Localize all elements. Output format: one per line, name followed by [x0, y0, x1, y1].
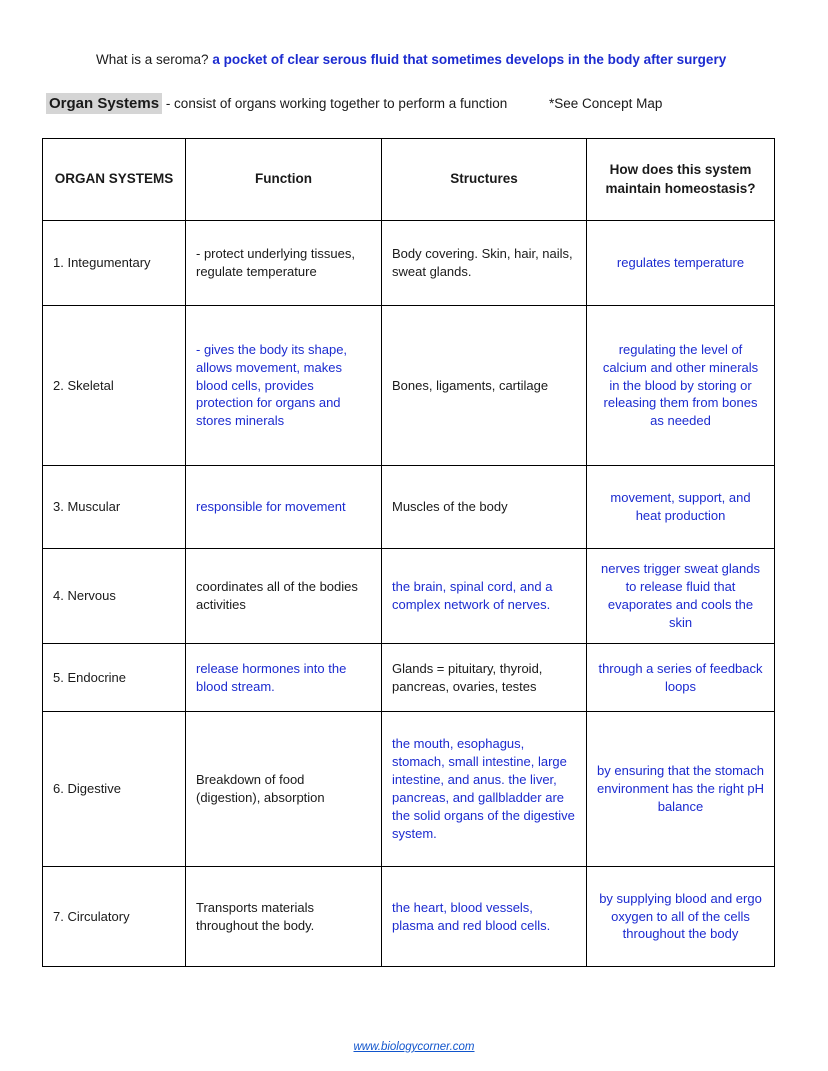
- function-cell: Breakdown of food (digestion), absorption: [186, 712, 382, 867]
- section-title: Organ Systems: [46, 93, 162, 114]
- table-row: [43, 712, 775, 867]
- homeostasis-cell: by supplying blood and ergo oxygen to all of the cells throughout the body: [587, 867, 775, 967]
- homeostasis-cell: nerves trigger sweat glands to release fluid that evaporates and cools the skin: [587, 549, 775, 644]
- table-row: [43, 466, 775, 549]
- function-cell: responsible for movement: [186, 466, 382, 549]
- section-heading-line: [46, 95, 786, 112]
- system-name: 5. Endocrine: [43, 644, 186, 712]
- table-row: [43, 549, 775, 644]
- structures-cell: the heart, blood vessels, plasma and red blood cells.: [382, 867, 587, 967]
- structures-cell: the mouth, esophagus, stomach, small intestine, large intestine, and anus. the liver, pancreas, and gallbladder are the solid organs of the digestive system.: [382, 712, 587, 867]
- homeostasis-cell: regulates temperature: [587, 221, 775, 306]
- system-name: 4. Nervous: [43, 549, 186, 644]
- table-row: [43, 221, 775, 306]
- structures-cell: Bones, ligaments, cartilage: [382, 306, 587, 466]
- structures-cell: Muscles of the body: [382, 466, 587, 549]
- organ-systems-table: [42, 138, 775, 967]
- biologycorner-link[interactable]: www.biologycorner.com: [353, 1041, 475, 1053]
- header-structures: Structures: [382, 139, 587, 221]
- function-cell: - gives the body its shape, allows movement, makes blood cells, provides protection for organs and stores minerals: [186, 306, 382, 466]
- section-description: - consist of organs working together to perform a function: [165, 96, 508, 111]
- system-name: 7. Circulatory: [43, 867, 186, 967]
- homeostasis-cell: movement, support, and heat production: [587, 466, 775, 549]
- function-cell: - protect underlying tissues, regulate temperature: [186, 221, 382, 306]
- table-row: [43, 644, 775, 712]
- structures-cell: the brain, spinal cord, and a complex network of nerves.: [382, 549, 587, 644]
- system-name: 3. Muscular: [43, 466, 186, 549]
- header-organ-systems: ORGAN SYSTEMS: [43, 139, 186, 221]
- header-homeostasis: How does this system maintain homeostasis?: [587, 139, 775, 221]
- homeostasis-cell: through a series of feedback loops: [587, 644, 775, 712]
- homeostasis-cell: by ensuring that the stomach environment has the right pH balance: [587, 712, 775, 867]
- function-cell: Transports materials throughout the body.: [186, 867, 382, 967]
- function-cell: coordinates all of the bodies activities: [186, 549, 382, 644]
- system-name: 2. Skeletal: [43, 306, 186, 466]
- section-note: *See Concept Map: [549, 96, 663, 111]
- seroma-question: [42, 46, 782, 73]
- system-name: 1. Integumentary: [43, 221, 186, 306]
- structures-cell: Body covering. Skin, hair, nails, sweat glands.: [382, 221, 587, 306]
- system-name: 6. Digestive: [43, 712, 186, 867]
- structures-cell: Glands = pituitary, thyroid, pancreas, ovaries, testes: [382, 644, 587, 712]
- function-cell: release hormones into the blood stream.: [186, 644, 382, 712]
- seroma-question-answer: a pocket of clear serous fluid that sometimes develops in the body after surgery: [212, 52, 727, 67]
- homeostasis-cell: regulating the level of calcium and other minerals in the blood by storing or releasing them from bones as needed: [587, 306, 775, 466]
- header-function: Function: [186, 139, 382, 221]
- table-row: [43, 306, 775, 466]
- footer: [0, 1041, 828, 1053]
- table-row: [43, 867, 775, 967]
- table-header-row: [43, 139, 775, 221]
- seroma-question-label: What is a seroma?: [96, 52, 209, 67]
